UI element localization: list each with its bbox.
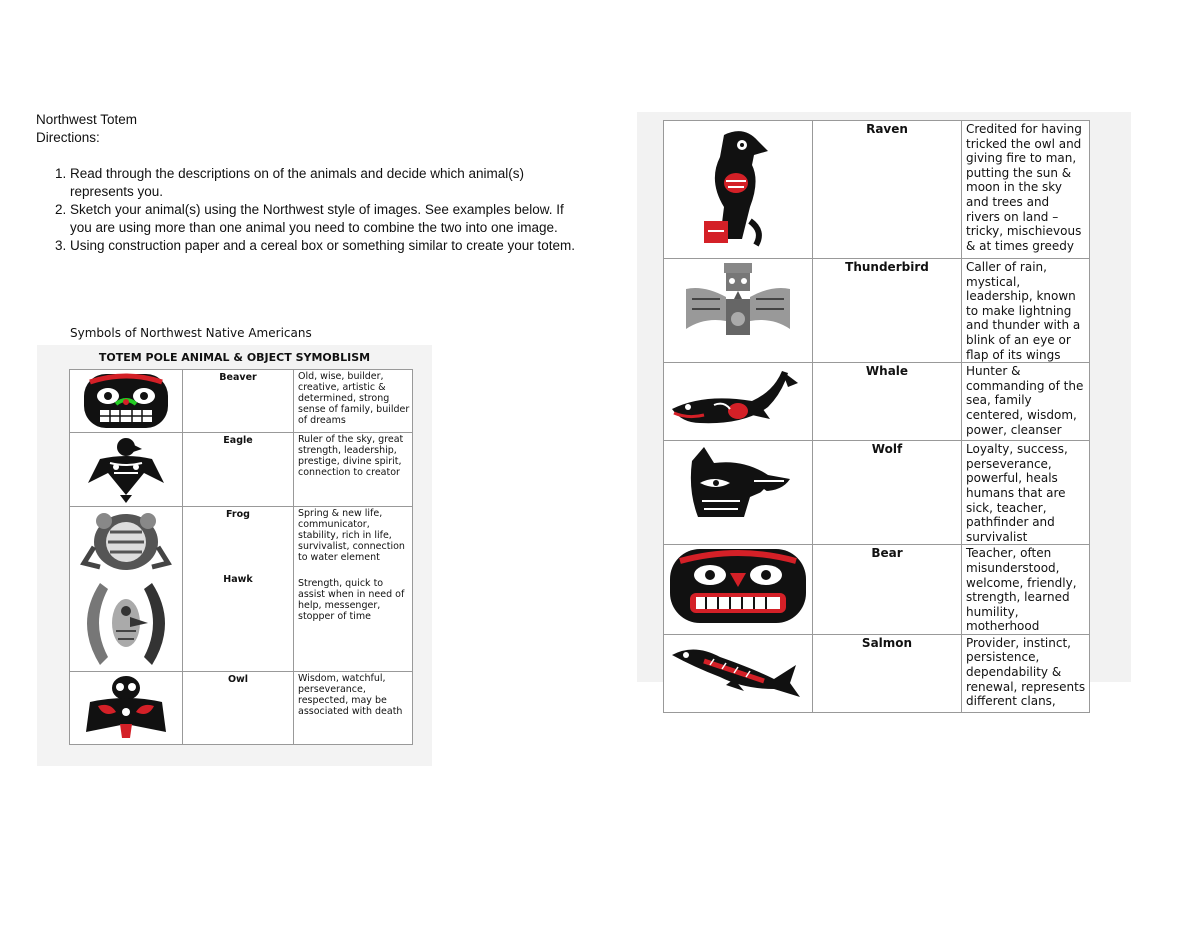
document-title: Northwest Totem [36, 112, 138, 127]
direction-item: 3. Using construction paper and a cereal box or something similar to create your totem. [70, 237, 576, 255]
table-row [664, 259, 1090, 363]
animal-description: Caller of rain, mystical, leadership, known to make lightning and thunder with a blink of an eye or flap of its wings [962, 259, 1090, 363]
animal-description: Credited for having tricked the owl and giving fire to man, putting the sun & moon in the sky and trees and rivers on land – tricky, mischievous & at times greedy [962, 121, 1090, 259]
beaver-icon [70, 370, 182, 432]
table-row [664, 363, 1090, 441]
wolf-icon [664, 441, 812, 527]
table-cell-image [70, 370, 183, 433]
animal-name: Owl [183, 672, 294, 745]
symbolism-table [69, 369, 413, 745]
animal-description: Provider, instinct, persistence, dependability & renewal, represents different clans, [962, 634, 1090, 712]
animal-name: Beaver [183, 370, 294, 433]
table-cell-image [70, 507, 183, 672]
table-row [664, 121, 1090, 259]
animal-description: Teacher, often misunderstood, welcome, friendly, strength, learned humility, motherhood [962, 545, 1090, 635]
animal-description-pair [294, 507, 413, 672]
animal-description: Strength, quick to assist when in need of help, messenger, stopper of time [298, 578, 405, 622]
raven-icon [664, 121, 812, 257]
animal-description: Hunter & commanding of the sea, family centered, wisdom, power, cleanser [962, 363, 1090, 441]
directions-list [36, 165, 576, 255]
animal-name: Eagle [183, 433, 294, 507]
direction-item: 1. Read through the descriptions on of the animals and decide which animal(s) represents you. [70, 165, 576, 201]
animal-description: Loyalty, success, perseverance, powerful, heals humans that are sick, teacher, pathfinder and survivalist [962, 441, 1090, 545]
animal-table-image [637, 112, 1131, 709]
symbolism-table-image [37, 345, 432, 766]
frog-icon [70, 507, 182, 577]
table-cell-image [664, 441, 813, 545]
table-row [664, 634, 1090, 712]
animal-name: Wolf [813, 441, 962, 545]
table-cell-image [664, 363, 813, 441]
table-cell-image [664, 121, 813, 259]
table-row [70, 370, 413, 433]
animal-name: Hawk [223, 574, 253, 585]
table-row [664, 545, 1090, 635]
animal-name: Salmon [813, 634, 962, 712]
eagle-icon [70, 433, 182, 505]
direction-item: 2. Sketch your animal(s) using the Northwest style of images. See examples below. If you are using more than one animal you need to combine the two into one image. [70, 201, 576, 237]
animal-name: Frog [226, 509, 250, 520]
whale-icon [664, 363, 812, 439]
animal-name: Thunderbird [813, 259, 962, 363]
table-cell-image [70, 672, 183, 745]
thunderbird-icon [664, 259, 812, 345]
animal-description: Ruler of the sky, great strength, leadership, prestige, divine spirit, connection to creator [294, 433, 413, 507]
animal-description: Wisdom, watchful, perseverance, respected, may be associated with death [294, 672, 413, 745]
symbols-caption: Symbols of Northwest Native Americans [70, 326, 312, 340]
table-row [70, 433, 413, 507]
animal-table [663, 120, 1090, 713]
owl-icon [70, 672, 182, 744]
hawk-icon [70, 577, 182, 669]
animal-name: Raven [813, 121, 962, 259]
table-heading: TOTEM POLE ANIMAL & OBJECT SYMOBLISM [98, 351, 371, 364]
directions-label: Directions: [36, 130, 100, 145]
animal-description: Old, wise, builder, creative, artistic & determined, strong sense of family, builder of dreams [294, 370, 413, 433]
table-cell-image [664, 634, 813, 712]
table-cell-image [664, 259, 813, 363]
table-cell-image [664, 545, 813, 635]
table-row [70, 507, 413, 672]
table-cell-image [70, 433, 183, 507]
directions-section [36, 111, 576, 255]
animal-description: Spring & new life, communicator, stability, rich in life, survivalist, connection to water element [298, 508, 405, 563]
animal-name-pair [183, 507, 294, 672]
table-row [70, 672, 413, 745]
table-row [664, 441, 1090, 545]
salmon-icon [664, 635, 812, 711]
animal-name: Bear [813, 545, 962, 635]
animal-name: Whale [813, 363, 962, 441]
bear-icon [664, 545, 812, 627]
